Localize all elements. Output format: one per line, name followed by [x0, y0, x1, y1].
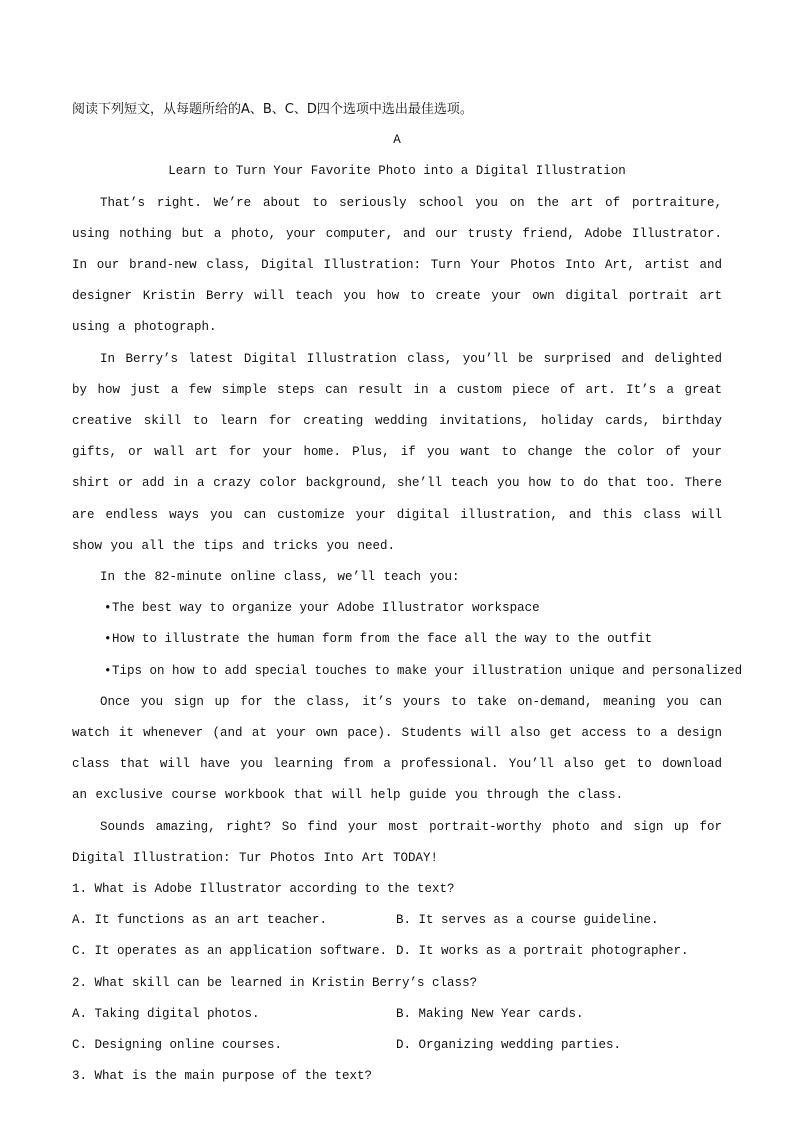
question-3-stem: 3. What is the main purpose of the text?	[72, 1069, 373, 1084]
question-1-options-row-1	[72, 905, 722, 936]
option-a[interactable]: A. It functions as an art teacher.	[72, 913, 328, 928]
question-1-stem: 1. What is Adobe Illustrator according to the text?	[72, 881, 455, 896]
instruction-text: 阅读下列短文，从每题所给的A、B、C、D四个选项中选出最佳选项。	[72, 102, 473, 117]
document-page	[72, 94, 743, 1092]
bullet-text: The best way to organize your Adobe Illustrator workspace	[112, 601, 540, 616]
bullet-item	[72, 656, 743, 687]
section-label: A	[393, 133, 401, 148]
option-d[interactable]: D. Organizing wedding parties.	[396, 1037, 622, 1052]
option-b[interactable]: B. It serves as a course guideline.	[396, 913, 659, 928]
bullet-text: How to illustrate the human form from the face all the way to the outfit	[112, 632, 653, 647]
paragraph-1: That’s right. We’re about to seriously school you on the art of portraiture, using nothing but a photo, your computer, and our trusty friend, Adobe Illustrator. In our brand-new class, Digital Illustration: Turn Your Photos Into Art, artist and designer Kristin Berry will teach you how to create your own digital portrait art using a photograph.	[72, 195, 722, 335]
passage-title: Learn to Turn Your Favorite Photo into a Digital Illustration	[168, 164, 626, 179]
bullet-text: Tips on how to add special touches to make your illustration unique and personalized	[112, 663, 743, 678]
paragraph-5: Sounds amazing, right? So find your most portrait-worthy photo and sign up for Digital Illustration: Tur Photos Into Art TODAY!	[72, 819, 722, 865]
option-b[interactable]: B. Making New Year cards.	[396, 1006, 584, 1021]
bullet-dot-icon: •	[104, 663, 112, 678]
bullet-item	[72, 593, 722, 624]
bullet-dot-icon: •	[104, 632, 112, 647]
option-a[interactable]: A. Taking digital photos.	[72, 1006, 260, 1021]
option-c[interactable]: C. It operates as an application software.	[72, 944, 388, 959]
question-2-stem: 2. What skill can be learned in Kristin Berry’s class?	[72, 975, 478, 990]
paragraph-3: In the 82-minute online class, we’ll teach you:	[100, 570, 460, 584]
question-2-options-row-1	[72, 999, 722, 1030]
paragraph-2: In Berry’s latest Digital Illustration class, you’ll be surprised and delighted by how just a few simple steps can result in a custom piece of art. It’s a great creative skill to learn for creating wedding invitations, holiday cards, birthday gifts, or wall art for your home. Plus, if you want to change the color of your shirt or add in a crazy color background, she’ll teach you how to do that too. There are endless ways you can customize your digital illustration, and this class will show you all the tips and tricks you need.	[72, 351, 722, 553]
bullet-dot-icon: •	[104, 601, 112, 616]
paragraph-4: Once you sign up for the class, it’s yours to take on-demand, meaning you can watch it whenever (and at your own pace). Students will also get access to a design class that will have you learning from a professional. You’ll also get to download an exclusive course workbook that will help guide you through the class.	[72, 694, 722, 803]
option-d[interactable]: D. It works as a portrait photographer.	[396, 944, 689, 959]
question-2-options-row-2	[72, 1030, 722, 1061]
option-c[interactable]: C. Designing online courses.	[72, 1037, 283, 1052]
question-1-options-row-2	[72, 936, 722, 967]
bullet-item	[72, 624, 722, 655]
